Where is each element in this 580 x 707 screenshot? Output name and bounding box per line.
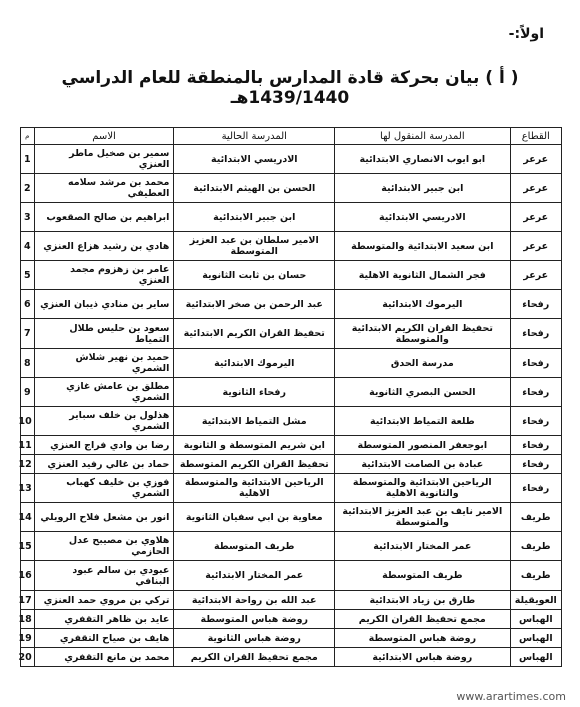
cell-current-school: الرياحين الابتدائية والمتوسطة الاهلية — [174, 474, 335, 503]
cell-target-school: طلعة التمياط الابتدائية — [335, 407, 510, 436]
cell-current-school: الحسن بن الهيثم الابتدائية — [174, 174, 335, 203]
table-row — [21, 261, 562, 290]
table-row — [21, 349, 562, 378]
cell-region: رفحاء — [510, 290, 561, 319]
cell-region: رفحاء — [510, 349, 561, 378]
cell-number: 5 — [21, 261, 35, 290]
cell-current-school: الادريسي الابتدائية — [174, 145, 335, 174]
cell-name: ابراهيم بن صالح الصقعوب — [34, 203, 174, 232]
cell-region: رفحاء — [510, 319, 561, 349]
cell-region: عرعر — [510, 261, 561, 290]
cell-region: رفحاء — [510, 474, 561, 503]
cell-region: رفحاء — [510, 436, 561, 455]
cell-number: 11 — [21, 436, 35, 455]
cell-number: 20 — [21, 648, 35, 667]
cell-number: 16 — [21, 561, 35, 591]
table-row — [21, 145, 562, 174]
cell-number: 2 — [21, 174, 35, 203]
table-row — [21, 648, 562, 667]
cell-current-school: تحفيظ القران الكريم الابتدائية — [174, 319, 335, 349]
cell-current-school: معاوية بن ابي سفيان الثانوية — [174, 503, 335, 532]
cell-target-school: اليرموك الابتدائية — [335, 290, 510, 319]
cell-current-school: عبد الرحمن بن صخر الابتدائية — [174, 290, 335, 319]
cell-number: 3 — [21, 203, 35, 232]
cell-region: رفحاء — [510, 407, 561, 436]
cell-name: رضا بن وادي فراج العنزي — [34, 436, 174, 455]
document-title: ( أ ) بيان بحركة قادة المدارس بالمنطقة للعام الدراسي 1439/1440هـ — [61, 68, 519, 108]
cell-target-school: ابوجعفر المنصور المتوسطة — [335, 436, 510, 455]
header-target-school: المدرسة المنقول لها — [335, 128, 510, 145]
cell-current-school: مشل التمياط الابتدائية — [174, 407, 335, 436]
cell-current-school: اليرموك الابتدائية — [174, 349, 335, 378]
cell-name: هذلول بن خلف سباير الشمري — [34, 407, 174, 436]
header-current-school: المدرسة الحالية — [174, 128, 335, 145]
cell-region: طريف — [510, 561, 561, 591]
cell-current-school: مجمع تحفيظ القران الكريم — [174, 648, 335, 667]
cell-number: 17 — [21, 591, 35, 610]
cell-number: 13 — [21, 474, 35, 503]
table-row — [21, 503, 562, 532]
cell-current-school: تحفيظ القران الكريم المتوسطة — [174, 455, 335, 474]
cell-target-school: طارق بن زياد الابتدائية — [335, 591, 510, 610]
cell-name: هايف بن صياح التقفري — [34, 629, 174, 648]
table-row — [21, 174, 562, 203]
cell-region: عرعر — [510, 174, 561, 203]
cell-name: عايد بن ظاهر التقفري — [34, 610, 174, 629]
cell-current-school: الامير سلطان بن عبد العزيز المتوسطة — [174, 232, 335, 261]
cell-current-school: ابن شريم المتوسطة و الثانوية — [174, 436, 335, 455]
cell-number: 15 — [21, 532, 35, 561]
table-row — [21, 290, 562, 319]
cell-target-school: روضة هباس المتوسطة — [335, 629, 510, 648]
cell-name: مطلق بن عامش غازي الشمري — [34, 378, 174, 407]
cell-number: 4 — [21, 232, 35, 261]
table-row — [21, 319, 562, 349]
cell-name: حماد بن غالي رفيد العنزي — [34, 455, 174, 474]
cell-name: عامر بن زهزوم مجمد العنزي — [34, 261, 174, 290]
cell-number: 12 — [21, 455, 35, 474]
cell-number: 18 — [21, 610, 35, 629]
cell-region: طريف — [510, 503, 561, 532]
cell-name: سعود بن حليس طلال التمياط — [34, 319, 174, 349]
table-row — [21, 474, 562, 503]
cell-name: محمد بن مرشد سلامه العطيفي — [34, 174, 174, 203]
cell-name: فوزي بن خليف كهباب الشمري — [34, 474, 174, 503]
cell-region: طريف — [510, 532, 561, 561]
cell-region: رفحاء — [510, 378, 561, 407]
cell-number: 14 — [21, 503, 35, 532]
header-region: القطاع — [510, 128, 561, 145]
cell-name: محمد بن مانع التقفري — [34, 648, 174, 667]
cell-target-school: طريف المتوسطة — [335, 561, 510, 591]
cell-target-school: عبادة بن الصامت الابتدائية — [335, 455, 510, 474]
cell-number: 7 — [21, 319, 35, 349]
header-number: م — [21, 128, 35, 145]
cell-current-school: طريف المتوسطة — [174, 532, 335, 561]
cell-name: سمير بن صخيل ماطر العنزي — [34, 145, 174, 174]
cell-region: رفحاء — [510, 455, 561, 474]
cell-target-school: تحفيظ القران الكريم الابتدائية والمتوسطة — [335, 319, 510, 349]
table-row — [21, 407, 562, 436]
table-row — [21, 561, 562, 591]
cell-target-school: الحسن البصري الثانوية — [335, 378, 510, 407]
cell-number: 19 — [21, 629, 35, 648]
cell-number: 6 — [21, 290, 35, 319]
cell-region: العويقيلة — [510, 591, 561, 610]
cell-current-school: عمر المختار الابتدائية — [174, 561, 335, 591]
cell-target-school: عمر المختار الابتدائية — [335, 532, 510, 561]
cell-target-school: الادريسي الابتدائية — [335, 203, 510, 232]
cell-target-school: مدرسة الحدق — [335, 349, 510, 378]
section-heading: اولاً:- — [508, 26, 544, 42]
cell-name: هادي بن رشيد هزاع العنزي — [34, 232, 174, 261]
cell-target-school: الرياحين الابتدائية والمتوسطة والثانوية الاهلية — [335, 474, 510, 503]
cell-current-school: حسان بن ثابت الثانوية — [174, 261, 335, 290]
table-row — [21, 610, 562, 629]
cell-number: 8 — [21, 349, 35, 378]
cell-target-school: ابو ايوب الانصاري الابتدائية — [335, 145, 510, 174]
cell-target-school: ابن جبير الابتدائية — [335, 174, 510, 203]
table-row — [21, 629, 562, 648]
cell-name: عبودي بن سالم عبود البنافي — [34, 561, 174, 591]
cell-current-school: عبد الله بن رواحة الابتدائية — [174, 591, 335, 610]
cell-name: انور بن مشعل فلاح الرويلي — [34, 503, 174, 532]
cell-region: عرعر — [510, 145, 561, 174]
cell-target-school: فجر الشمال الثانوية الاهلية — [335, 261, 510, 290]
cell-region: الهباس — [510, 629, 561, 648]
table-row — [21, 203, 562, 232]
cell-number: 10 — [21, 407, 35, 436]
cell-current-school: رفحاء الثانوية — [174, 378, 335, 407]
cell-target-school: الامير نايف بن عبد العزيز الابتدائية والمتوسطة — [335, 503, 510, 532]
cell-region: الهباس — [510, 610, 561, 629]
table-row — [21, 532, 562, 561]
cell-current-school: ابن جبير الابتدائية — [174, 203, 335, 232]
site-watermark: www.arartimes.com — [456, 690, 566, 703]
cell-target-school: مجمع تحفيظ القران الكريم — [335, 610, 510, 629]
table-body — [18, 145, 562, 667]
cell-number: 9 — [21, 378, 35, 407]
cell-name: هلاوي بن مصيبح عدل الحازمي — [34, 532, 174, 561]
cell-name: ساير بن منادي ذيبان العنزي — [34, 290, 174, 319]
cell-number: 1 — [21, 145, 35, 174]
cell-region: الهباس — [510, 648, 561, 667]
table-row — [21, 591, 562, 610]
cell-target-school: ابن سعيد الابتدائية والمتوسطة — [335, 232, 510, 261]
table-header-row — [21, 128, 562, 145]
cell-region: عرعر — [510, 203, 561, 232]
table-row — [21, 455, 562, 474]
table-row — [21, 232, 562, 261]
cell-region: عرعر — [510, 232, 561, 261]
cell-current-school: روضة هباس المتوسطة — [174, 610, 335, 629]
table-row — [21, 378, 562, 407]
cell-target-school: روضة هباس الابتدائية — [335, 648, 510, 667]
transfers-table — [20, 127, 562, 667]
cell-current-school: روضة هباس الثانوية — [174, 629, 335, 648]
header-name: الاسم — [34, 128, 174, 145]
cell-name: تركي بن مروي حمد العنزي — [34, 591, 174, 610]
table-row — [21, 436, 562, 455]
cell-name: حميد بن نهير شلاش الشمري — [34, 349, 174, 378]
